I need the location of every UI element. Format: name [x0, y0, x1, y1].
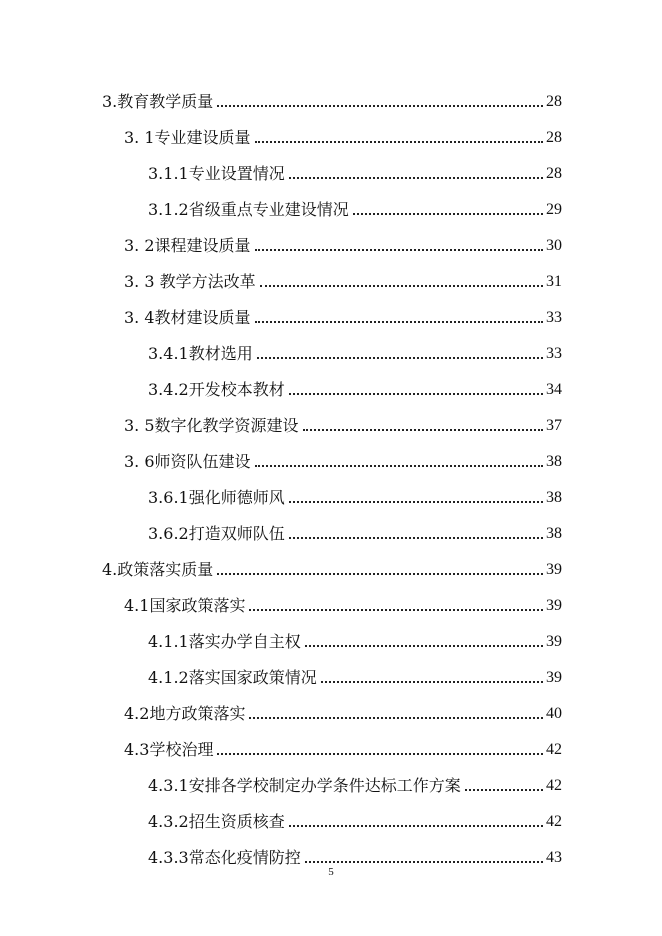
toc-entry[interactable]: [124, 404, 562, 436]
toc-dot-leader: [255, 248, 543, 251]
toc-page-number: 28: [546, 165, 562, 182]
toc-entry[interactable]: [124, 584, 562, 616]
toc-dot-leader: [303, 428, 543, 431]
toc-entry-title: 3.1.2省级重点专业建设情况: [148, 200, 349, 219]
toc-dot-leader: [260, 284, 543, 287]
toc-page-number: 28: [546, 93, 562, 110]
toc-entry[interactable]: [124, 440, 562, 472]
toc-entry[interactable]: [148, 836, 562, 868]
toc-page-number: 28: [546, 129, 562, 146]
toc-entry-title: 3. 6师资队伍建设: [124, 452, 251, 471]
toc-page-number: 30: [546, 237, 562, 254]
toc-entry-title: 3. 2课程建设质量: [124, 236, 251, 255]
toc-entry[interactable]: [148, 368, 562, 400]
toc-entry-title: 4.1国家政策落实: [124, 596, 246, 615]
toc-page-number: 31: [546, 273, 562, 290]
toc-page-number: 37: [546, 417, 562, 434]
toc-entry[interactable]: [102, 80, 562, 112]
toc-page-number: 38: [546, 453, 562, 470]
toc-entry-title: 3.教育教学质量: [102, 92, 214, 111]
toc-page-number: 29: [546, 201, 562, 218]
toc-page-number: 39: [546, 597, 562, 614]
toc-page-number: 38: [546, 489, 562, 506]
toc-dot-leader: [305, 644, 543, 647]
toc-page-number: 39: [546, 669, 562, 686]
toc-dot-leader: [255, 464, 543, 467]
toc-entry-title: 3.4.1教材选用: [148, 344, 253, 363]
toc-entry[interactable]: [124, 296, 562, 328]
toc-dot-leader: [255, 320, 543, 323]
toc-dot-leader: [217, 752, 543, 755]
toc-entry-title: 3. 3 教学方法改革: [124, 272, 256, 291]
toc-entry-title: 3.6.2打造双师队伍: [148, 524, 285, 543]
toc-entry[interactable]: [148, 188, 562, 220]
toc-entry-title: 3.4.2开发校本教材: [148, 380, 285, 399]
toc-entry-title: 3. 5数字化教学资源建设: [124, 416, 299, 435]
toc-entry-title: 4.3.1安排各学校制定办学条件达标工作方案: [148, 776, 461, 795]
toc-entry[interactable]: [148, 476, 562, 508]
toc-entry[interactable]: [148, 764, 562, 796]
toc-page-number: 43: [546, 849, 562, 866]
toc-entry-title: 4.3学校治理: [124, 740, 214, 759]
toc-entry[interactable]: [124, 224, 562, 256]
toc-entry-title: 4.1.1落实办学自主权: [148, 632, 301, 651]
toc-dot-leader: [249, 608, 543, 611]
toc-entry-title: 3.6.1强化师德师风: [148, 488, 285, 507]
toc-page-number: 42: [546, 741, 562, 758]
toc-entry[interactable]: [148, 800, 562, 832]
toc-dot-leader: [289, 824, 543, 827]
toc-entry-title: 4.3.2招生资质核查: [148, 812, 285, 831]
toc-entry[interactable]: [148, 512, 562, 544]
toc-dot-leader: [249, 716, 543, 719]
toc-entry-title: 4.3.3常态化疫情防控: [148, 848, 301, 867]
toc-dot-leader: [289, 392, 543, 395]
toc-page-number: 39: [546, 633, 562, 650]
toc-entry[interactable]: [148, 656, 562, 688]
toc-dot-leader: [305, 860, 543, 863]
toc-dot-leader: [289, 176, 543, 179]
toc-page-number: 39: [546, 561, 562, 578]
page-footer-number: 5: [328, 866, 334, 878]
toc-entry-title: 4.2地方政策落实: [124, 704, 246, 723]
toc-dot-leader: [217, 104, 543, 107]
toc-page-number: 42: [546, 777, 562, 794]
toc-entry-title: 3.1.1专业设置情况: [148, 164, 285, 183]
toc-entry-title: 3. 1专业建设质量: [124, 128, 251, 147]
toc-entry[interactable]: [148, 152, 562, 184]
toc-entry[interactable]: [124, 116, 562, 148]
toc-entry-title: 4.政策落实质量: [102, 560, 214, 579]
toc-dot-leader: [289, 500, 543, 503]
toc-entry[interactable]: [124, 728, 562, 760]
toc-entry[interactable]: [124, 692, 562, 724]
toc-page-number: 34: [546, 381, 562, 398]
toc-dot-leader: [289, 536, 543, 539]
toc-dot-leader: [217, 572, 543, 575]
toc-page-number: 42: [546, 813, 562, 830]
toc-dot-leader: [257, 356, 543, 359]
toc-entry[interactable]: [102, 548, 562, 580]
toc-page-number: 33: [546, 309, 562, 326]
toc-entry[interactable]: [124, 260, 562, 292]
toc-entry[interactable]: [148, 620, 562, 652]
toc-dot-leader: [255, 140, 543, 143]
toc-dot-leader: [321, 680, 543, 683]
toc-dot-leader: [353, 212, 543, 215]
toc-dot-leader: [465, 788, 543, 791]
toc-page-number: 33: [546, 345, 562, 362]
toc-entry-title: 3. 4教材建设质量: [124, 308, 251, 327]
toc-entry[interactable]: [148, 332, 562, 364]
toc-entry-title: 4.1.2落实国家政策情况: [148, 668, 317, 687]
toc-page-number: 38: [546, 525, 562, 542]
toc-page-number: 40: [546, 705, 562, 722]
